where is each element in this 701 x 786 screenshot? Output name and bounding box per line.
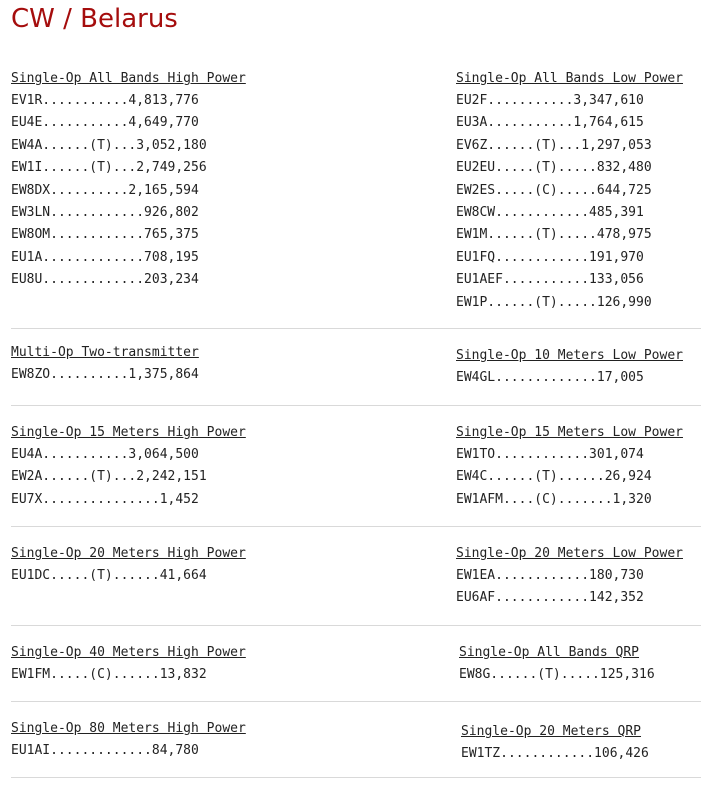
section-divider bbox=[11, 625, 701, 626]
result-row: EW4A......(T)...3,052,180 bbox=[11, 137, 207, 153]
right-category bbox=[456, 424, 683, 513]
result-row: EW8CW............485,391 bbox=[456, 204, 644, 220]
page-title: CW / Belarus bbox=[11, 4, 178, 34]
result-row: EU8U.............203,234 bbox=[11, 272, 199, 288]
result-row: EU1AI.............84,780 bbox=[11, 743, 199, 758]
right-category bbox=[456, 545, 683, 612]
result-row: EW8OM............765,375 bbox=[11, 227, 199, 243]
section-divider bbox=[11, 701, 701, 702]
category-heading: Single-Op 20 Meters QRP bbox=[461, 724, 642, 739]
result-row: EU6AF............142,352 bbox=[456, 590, 644, 606]
result-row: EU7X...............1,452 bbox=[11, 491, 199, 507]
result-row: EU2EU.....(T).....832,480 bbox=[456, 160, 652, 176]
category-heading: Single-Op All Bands QRP bbox=[459, 645, 640, 660]
result-row: EW8G......(T).....125,316 bbox=[459, 667, 655, 682]
category-heading: Single-Op 20 Meters High Power bbox=[11, 546, 246, 561]
category-heading: Single-Op All Bands High Power bbox=[11, 71, 246, 86]
result-row: EU4A...........3,064,500 bbox=[11, 447, 199, 462]
left-category bbox=[11, 344, 199, 388]
result-row: EW2A......(T)...2,242,151 bbox=[11, 469, 207, 485]
right-category bbox=[456, 70, 683, 316]
category-heading: Single-Op 15 Meters Low Power bbox=[456, 425, 683, 440]
result-row: EW8DX..........2,165,594 bbox=[11, 182, 199, 198]
left-category bbox=[11, 545, 246, 589]
result-row: EU1AEF...........133,056 bbox=[456, 272, 644, 288]
section-divider bbox=[11, 777, 701, 778]
result-row: EW8ZO..........1,375,864 bbox=[11, 367, 199, 382]
category-heading: Single-Op 10 Meters Low Power bbox=[456, 348, 683, 363]
result-row: EW1EA............180,730 bbox=[456, 568, 644, 583]
category-heading: Single-Op 15 Meters High Power bbox=[11, 425, 246, 440]
left-category bbox=[11, 424, 246, 513]
category-heading: Single-Op 20 Meters Low Power bbox=[456, 546, 683, 561]
result-row: EW3LN............926,802 bbox=[11, 204, 199, 220]
result-row: EW1P......(T).....126,990 bbox=[456, 294, 652, 310]
right-category bbox=[461, 723, 649, 767]
result-row: EW1FM.....(C)......13,832 bbox=[11, 667, 207, 682]
left-category bbox=[11, 70, 246, 294]
result-row: EW1M......(T).....478,975 bbox=[456, 227, 652, 243]
section-divider bbox=[11, 328, 701, 329]
category-heading: Single-Op 80 Meters High Power bbox=[11, 721, 246, 736]
result-row: EV1R...........4,813,776 bbox=[11, 93, 199, 108]
result-row: EW1TZ............106,426 bbox=[461, 746, 649, 761]
result-row: EW4GL.............17,005 bbox=[456, 370, 644, 385]
result-row: EU3A...........1,764,615 bbox=[456, 115, 644, 131]
section-divider bbox=[11, 405, 701, 406]
result-row: EW1I......(T)...2,749,256 bbox=[11, 160, 207, 176]
result-row: EU2F...........3,347,610 bbox=[456, 93, 644, 108]
result-row: EW4C......(T)......26,924 bbox=[456, 469, 652, 485]
left-category bbox=[11, 644, 246, 688]
section-divider bbox=[11, 526, 701, 527]
result-row: EU1A.............708,195 bbox=[11, 249, 199, 265]
category-heading: Single-Op 40 Meters High Power bbox=[11, 645, 246, 660]
category-heading: Multi-Op Two-transmitter bbox=[11, 345, 199, 360]
result-row: EV6Z......(T)...1,297,053 bbox=[456, 137, 652, 153]
result-row: EU4E...........4,649,770 bbox=[11, 115, 199, 131]
result-row: EU1DC.....(T)......41,664 bbox=[11, 568, 207, 583]
right-category bbox=[459, 644, 655, 688]
result-row: EW1AFM....(C).......1,320 bbox=[456, 491, 652, 507]
right-category bbox=[456, 347, 683, 391]
left-category bbox=[11, 720, 246, 764]
category-heading: Single-Op All Bands Low Power bbox=[456, 71, 683, 86]
result-row: EU1FQ............191,970 bbox=[456, 249, 644, 265]
result-row: EW1TO............301,074 bbox=[456, 447, 644, 462]
result-row: EW2ES.....(C).....644,725 bbox=[456, 182, 652, 198]
